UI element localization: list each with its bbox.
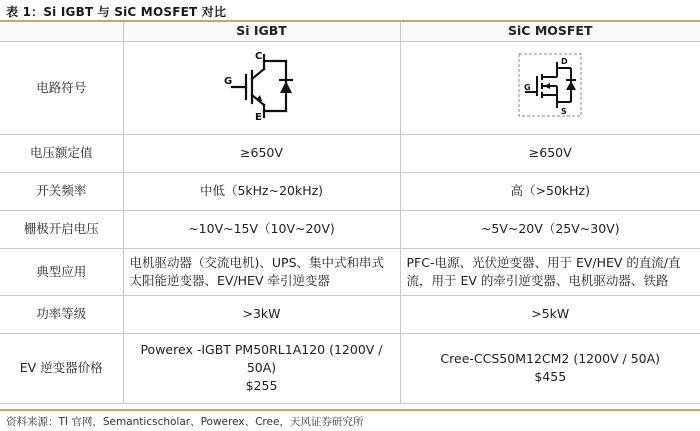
mosfet-terminal-d: D (561, 57, 568, 66)
mosfet-cell: ≥650V (400, 134, 700, 172)
mosfet-terminal-g: G (524, 83, 531, 92)
igbt-cell: 电机驱动器（交流电机)、UPS、集中式和串式太阳能逆变器、EV/HEV 牵引逆变器 (123, 248, 400, 295)
mosfet-symbol-cell (400, 41, 700, 134)
igbt-price: $255 (245, 378, 278, 393)
table-row-symbol (0, 41, 700, 134)
header-cell-igbt: Si IGBT (123, 22, 400, 41)
igbt-terminal-e: E (254, 112, 262, 121)
igbt-cell: >3kW (123, 295, 400, 333)
table-row-gate-voltage (0, 210, 700, 248)
igbt-terminal-c: C (254, 51, 262, 62)
row-label: 电压额定值 (0, 134, 123, 172)
igbt-terminal-g: G (223, 76, 232, 87)
table-row-applications (0, 248, 700, 295)
mosfet-part: Cree-CCS50M12CM2 (1200V / 50A) (440, 351, 661, 366)
mosfet-cell: 高（>50kHz) (400, 172, 700, 210)
header-cell-empty (0, 22, 123, 41)
igbt-cell (123, 333, 400, 403)
source-note: 资料来源：TI 官网，Semanticscholar、Powerex、Cree，天风证券研究所 (6, 416, 364, 428)
mosfet-symbol-icon (515, 50, 585, 120)
row-label: 电路符号 (0, 41, 123, 134)
row-label: 典型应用 (0, 248, 123, 295)
comparison-table (0, 22, 700, 404)
igbt-cell: ~10V~15V（10V~20V) (123, 210, 400, 248)
mosfet-cell: PFC-电源、光伏逆变器、用于 EV/HEV 的直流/直流，用于 EV 的牵引逆变器、电机驱动器、铁路 (400, 248, 700, 295)
mosfet-price: $455 (534, 369, 567, 384)
mosfet-cell: >5kW (400, 295, 700, 333)
row-label: 开关频率 (0, 172, 123, 210)
row-label: EV 逆变器价格 (0, 333, 123, 403)
table-row-price (0, 333, 700, 403)
table-row-voltage (0, 134, 700, 172)
igbt-symbol-cell (123, 41, 400, 134)
igbt-symbol-icon (222, 49, 302, 121)
row-label: 栅极开启电压 (0, 210, 123, 248)
table-caption: 表 1：Si IGBT 与 SiC MOSFET 对比 (6, 5, 227, 19)
mosfet-cell (400, 333, 700, 403)
header-row (0, 22, 700, 41)
table-row-power (0, 295, 700, 333)
igbt-cell: ≥650V (123, 134, 400, 172)
table-row-frequency (0, 172, 700, 210)
mosfet-cell: ~5V~20V（25V~30V) (400, 210, 700, 248)
bottom-rule (0, 409, 700, 411)
mosfet-terminal-s: S (561, 107, 568, 116)
igbt-part: Powerex -IGBT PM50RL1A120 (1200V / 50A) (140, 342, 383, 375)
row-label: 功率等级 (0, 295, 123, 333)
igbt-cell: 中低（5kHz~20kHz) (123, 172, 400, 210)
header-cell-mosfet: SiC MOSFET (400, 22, 700, 41)
